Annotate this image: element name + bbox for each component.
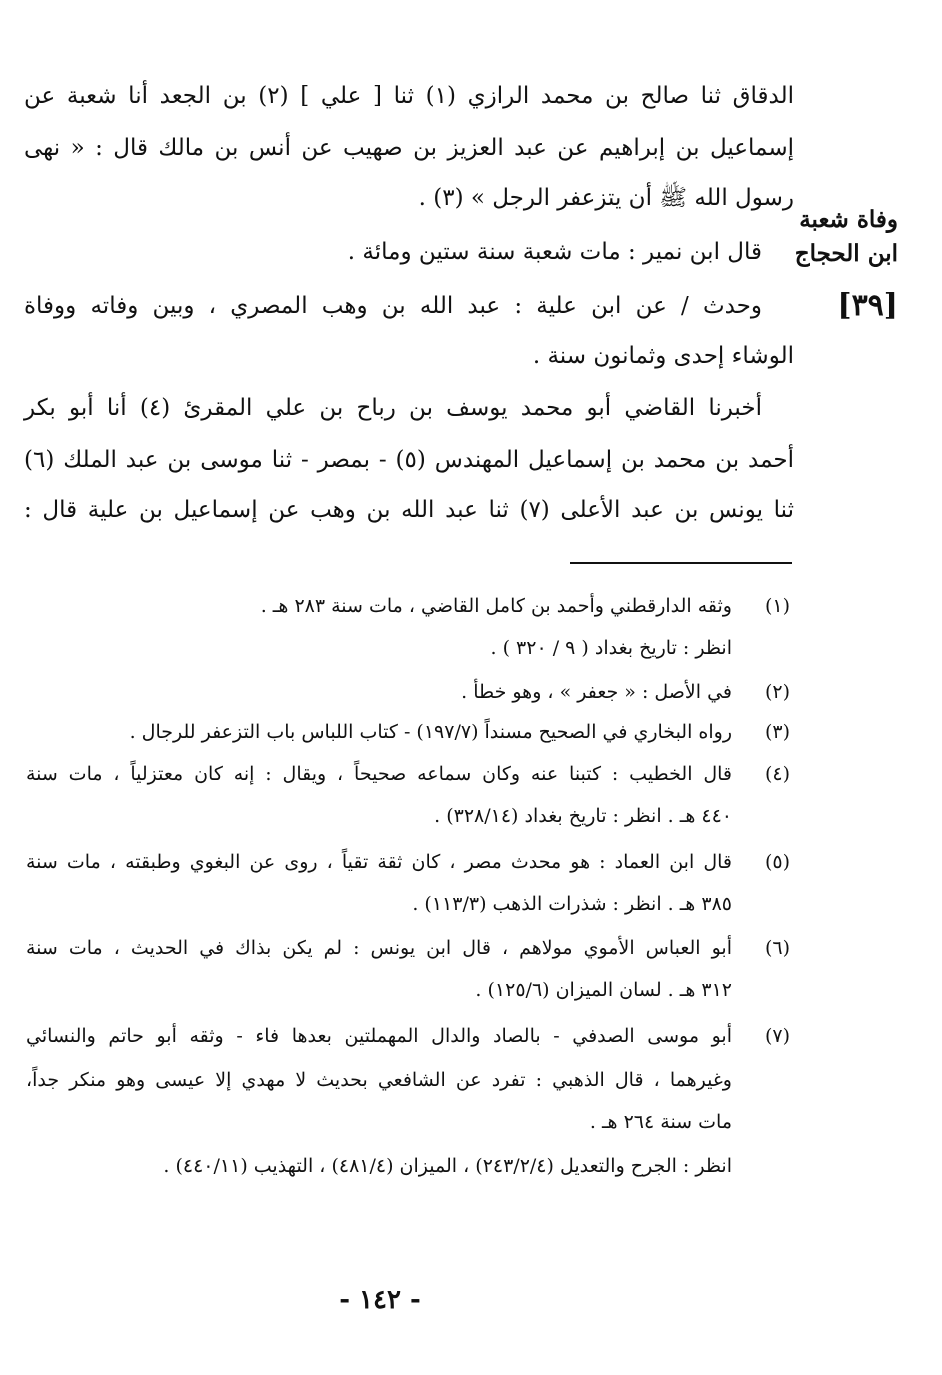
side-heading-line1: وفاة شعبة (799, 206, 898, 233)
footnote-line: قال الخطيب : كتبنا عنه وكان سماعه صحيحاً ، ويقال : إنه كان معتزلياً ، مات سنة (26, 763, 732, 785)
footnote-line: ٤٤٠ هـ . انظر : تاريخ بغداد (٣٢٨/١٤) . (434, 805, 732, 827)
footnote-line: وثقه الدارقطني وأحمد بن كامل القاضي ، مات سنة ٢٨٣ هـ . (260, 595, 732, 617)
page-number: - ١٤٢ - (339, 1285, 421, 1315)
entry-number: [٣٩] (837, 288, 898, 323)
footnote-line: انظر : تاريخ بغداد ( ٩ / ٣٢٠ ) . (490, 637, 732, 659)
main-line: أخبرنا القاضي أبو محمد يوسف بن رباح بن علي المقرئ (٤) أنا أبو بكر (24, 395, 762, 421)
footnote-line: ٣٨٥ هـ . انظر : شذرات الذهب (١١٣/٣) . (412, 893, 732, 915)
footnote-line: مات سنة ٢٦٤ هـ . (589, 1111, 732, 1133)
footnote-number: (٢) (764, 681, 790, 703)
footnote-number: (٦) (764, 937, 790, 959)
footnote-line: وغيرهما ، قال الذهبي : تفرد عن الشافعي بحديث لا مهدي إلا عيسى وهو منكر جداً، (26, 1069, 732, 1091)
footnote-line: رواه البخاري في الصحيح مسنداً (١٩٧/٧) - كتاب اللباس باب التزعفر للرجال . (129, 721, 732, 743)
main-line: الدقاق ثنا صالح بن محمد الرازي (١) ثنا [ علي ] (٢) بن الجعد أنا شعبة عن (24, 83, 794, 109)
footnote-separator (570, 562, 792, 564)
main-line: أحمد بن محمد بن إسماعيل المهندس (٥) - بمصر - ثنا موسى بن عبد الملك (٦) (24, 447, 794, 473)
footnote-number: (٤) (764, 763, 790, 785)
footnote-line: أبو موسى الصدفي - بالصاد والدال المهملتين بعدها فاء - وثقه أبو حاتم والنسائي (26, 1025, 732, 1047)
footnote-line: أبو العباس الأموي مولاهم ، قال ابن يونس : لم يكن بذاك في الحديث ، مات سنة (26, 937, 732, 959)
footnote-line: انظر : الجرح والتعديل (٢٤٣/٢/٤) ، الميزان (٤٨١/٤) ، التهذيب (٤٤٠/١١) . (163, 1155, 732, 1177)
main-line: إسماعيل بن إبراهيم عن عبد العزيز بن صهيب عن أنس بن مالك قال : « نهى (24, 135, 794, 161)
footnote-number: (٧) (764, 1025, 790, 1047)
footnote-line: ٣١٢ هـ . لسان الميزان (١٢٥/٦) . (475, 979, 732, 1001)
main-line: ثنا يونس بن عبد الأعلى (٧) ثنا عبد الله بن وهب عن إسماعيل بن علية قال : (24, 497, 794, 523)
main-line: قال ابن نمير : مات شعبة سنة ستين ومائة . (347, 239, 762, 265)
footnote-number: (٥) (764, 851, 790, 873)
footnote-number: (٣) (764, 721, 790, 743)
footnote-line: قال ابن العماد : هو محدث مصر ، كان ثقة تقياً ، روى عن البغوي وطبقته ، مات سنة (26, 851, 732, 873)
main-line: وحدث / عن ابن علية : عبد الله بن وهب المصري ، وبين وفاته ووفاة (24, 293, 762, 319)
footnote-line: في الأصل : « جعفر » ، وهو خطأ . (461, 681, 732, 703)
main-line: الوشاء إحدى وثمانون سنة . (532, 343, 794, 369)
side-heading-line2: ابن الحجاج (794, 240, 898, 267)
main-line: رسول الله ﷺ أن يتزعفر الرجل » (٣) . (418, 185, 794, 211)
footnote-number: (١) (764, 595, 790, 617)
